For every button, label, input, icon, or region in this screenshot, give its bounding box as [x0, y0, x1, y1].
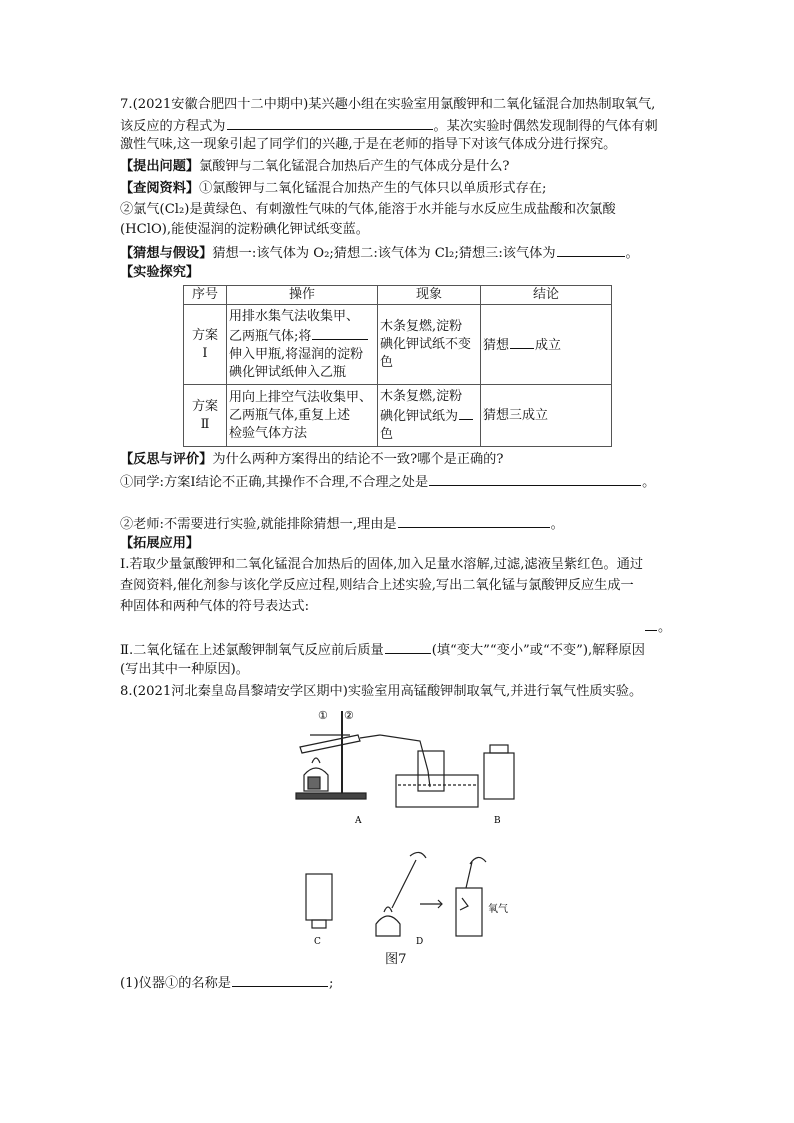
q7-mass-line-2: (写出其中一种原因)。 — [120, 662, 249, 677]
q7-extension-line-2: 查阅资料,催化剂参与该化学反应过程,则结合上述实验,写出二氧化锰与氯酸钾反应生成一 — [120, 578, 634, 593]
table-row — [184, 385, 612, 447]
q7-extension-line-1: Ⅰ.若取少量氯酸钾和二氧化锰混合加热后的固体,加入足量水溶解,过滤,滤液呈紫红色。通过 — [120, 557, 644, 572]
delivery-tube — [360, 735, 380, 738]
q7-extension-line-3: 种固体和两种气体的符号表达式: — [120, 599, 310, 614]
hand — [410, 852, 426, 858]
section-heading-reference: 【查阅资料】 — [120, 181, 200, 196]
q7-reflection-line: 【反思与评价】为什么两种方案得出的结论不一致?哪个是正确的? — [120, 452, 504, 467]
operation-cell: 用向上排空气法收集甲、 乙两瓶气体,重复上述 检验气体方法 — [227, 385, 378, 447]
wood-block — [308, 777, 320, 789]
answer-blank-instrument[interactable] — [232, 973, 328, 987]
q8-line-1: 8.(2021河北秦皇岛昌黎靖安学区期中)实验室用高锰酸钾制取氧气,并进行氧气性质实验。 — [120, 684, 643, 699]
answer-blank-equation[interactable] — [227, 116, 433, 130]
delivery-tube-bend — [380, 735, 430, 787]
apparatus-ab-figure — [280, 705, 520, 835]
answer-blank-operation[interactable] — [312, 326, 368, 340]
gas-jar — [456, 888, 482, 936]
q7-line-1: 7.(2021安徽合肥四十二中期中)某兴趣小组在实验室用氯酸钾和二氧化锰混合加热制取氧气, — [120, 97, 656, 112]
stand-base — [296, 793, 366, 799]
table-header-cell: 序号 — [184, 286, 227, 305]
q7-question-line: 【提出问题】氯酸钾与二氧化锰混合加热后产生的气体成分是什么? — [120, 159, 510, 174]
section-heading-extension: 【拓展应用】 — [120, 536, 200, 551]
table-row — [184, 305, 612, 385]
q7-line-3: 激性气味,这一现象引起了同学们的兴趣,于是在老师的指导下对该气体成分进行探究。 — [120, 137, 617, 152]
q7-experiment-heading — [120, 264, 199, 282]
section-heading-reflection: 【反思与评价】 — [120, 452, 213, 467]
caption-c: C — [314, 937, 321, 947]
q7-mass-line: Ⅱ.二氧化锰在上述氯酸钾制氧气反应前后质量 (填“变大”“变小”或“不变”),解释原因 — [120, 640, 645, 660]
conclusion-cell: 猜想 成立 — [481, 305, 612, 385]
bottle-c — [306, 874, 332, 920]
oxygen-label: 氧气 — [488, 904, 508, 915]
answer-blank-hypothesis[interactable] — [557, 243, 625, 257]
table-header-cell: 操作 — [227, 286, 378, 305]
q7-expression-blank-line: 。 — [644, 617, 671, 637]
section-heading-hypothesis: 【猜想与假设】 — [120, 246, 213, 261]
caption-d: D — [416, 937, 424, 947]
section-heading-experiment: 【实验探究】 — [120, 265, 200, 280]
q7-line-2: 该反应的方程式为 。某次实验时偶然发现制得的气体有刺 — [120, 116, 658, 136]
phenomenon-cell: 木条复燃,淀粉 碘化钾试纸不变 色 — [378, 305, 481, 385]
figure-title: 图7 — [385, 952, 407, 967]
bottle-b-neck — [490, 745, 508, 753]
q7-student-line: ①同学:方案Ⅰ结论不正确,其操作不合理,不合理之处是 。 — [120, 472, 655, 492]
burning-charcoal-tongs — [466, 862, 472, 888]
label-1: ① — [318, 709, 328, 722]
table-header-cell: 结论 — [481, 286, 612, 305]
flame — [312, 758, 320, 763]
operation-cell: 用排水集气法收集甲、 乙两瓶气体;将 伸入甲瓶,将湿润的淀粉 碘化钾试纸伸入乙瓶 — [227, 305, 378, 385]
test-tube — [300, 735, 360, 753]
flame-d — [384, 907, 392, 912]
plan-id-cell: 方案 Ⅱ — [184, 385, 227, 447]
phenomenon-cell: 木条复燃,淀粉 碘化钾试纸为 色 — [378, 385, 481, 447]
q7-reference-line-3: (HClO),能使湿润的淀粉碘化钾试纸变蓝。 — [120, 222, 369, 237]
conclusion-cell: 猜想三成立 — [481, 385, 612, 447]
bottle-b — [484, 753, 514, 799]
experiment-table — [183, 285, 612, 447]
answer-blank-conclusion[interactable] — [510, 335, 534, 349]
section-heading-question: 【提出问题】 — [120, 159, 200, 174]
q7-extension-heading — [120, 535, 199, 553]
bottle-c-neck — [312, 920, 326, 928]
answer-blank-color[interactable] — [459, 406, 473, 420]
q8-question-1: (1)仪器①的名称是 ; — [120, 973, 333, 993]
q7-reference-line-2: ②氯气(Cl₂)是黄绿色、有刺激性气味的气体,能溶于水并能与水反应生成盐酸和次氯酸 — [120, 202, 616, 217]
alcohol-lamp-d — [376, 916, 400, 936]
apparatus-cd-figure — [298, 848, 518, 948]
caption-a: A — [355, 816, 362, 826]
table-header-row — [184, 286, 612, 305]
q7-hypothesis-line: 【猜想与假设】猜想一:该气体为 O₂;猜想二:该气体为 Cl₂;猜想三:该气体为 。 — [120, 243, 639, 263]
answer-blank-expression[interactable] — [645, 617, 657, 631]
plan-id-cell: 方案 Ⅰ — [184, 305, 227, 385]
label-2: ② — [344, 709, 354, 722]
answer-blank-unreasonable[interactable] — [429, 472, 641, 486]
sparks — [460, 898, 468, 910]
q7-teacher-line: ②老师:不需要进行实验,就能排除猜想一,理由是 。 — [120, 514, 564, 534]
table-header-cell: 现象 — [378, 286, 481, 305]
answer-blank-mass[interactable] — [385, 640, 431, 654]
hand-d — [470, 857, 486, 864]
caption-b: B — [494, 816, 501, 826]
answer-blank-reason[interactable] — [398, 514, 550, 528]
crucible-tongs — [392, 860, 416, 908]
q7-reference-line: 【查阅资料】①氯酸钾与二氧化锰混合加热产生的气体只以单质形式存在; — [120, 181, 547, 196]
